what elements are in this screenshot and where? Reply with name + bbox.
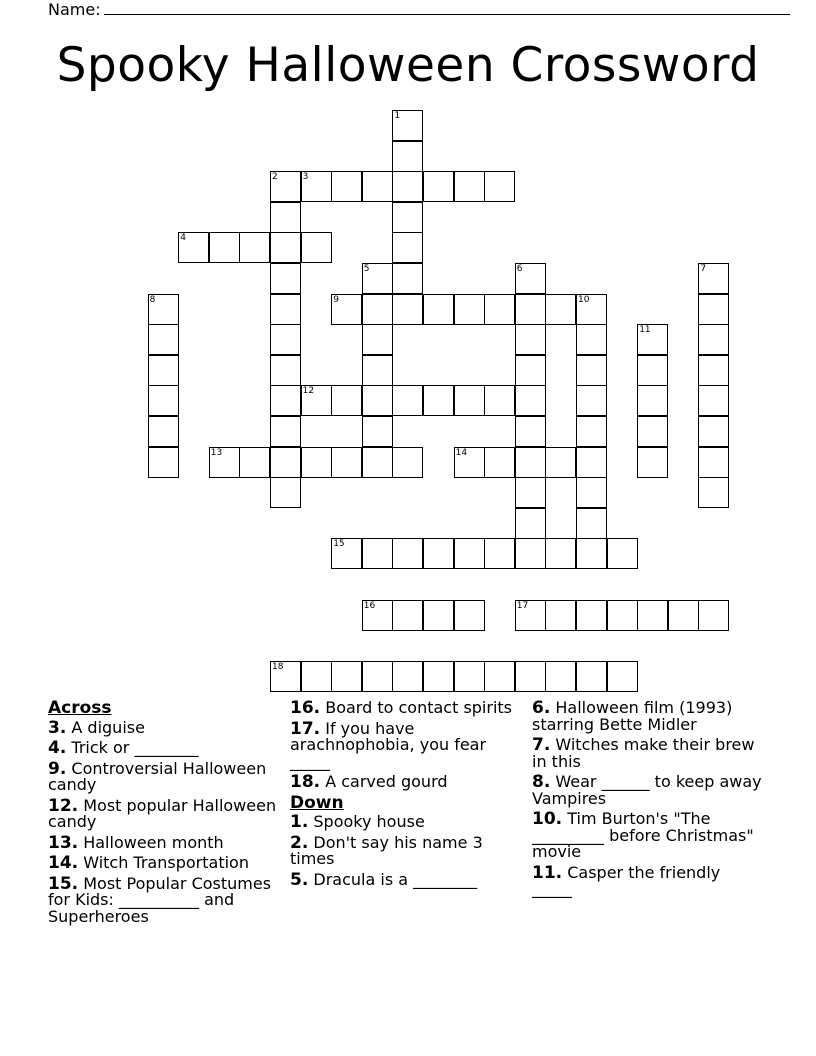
grid-cell[interactable] (392, 110, 423, 141)
grid-cell[interactable] (423, 661, 454, 692)
grid-cell[interactable] (392, 661, 423, 692)
clue-across-17: 17. If you have arachnophobia, you fear _____ (290, 718, 487, 771)
grid-cell[interactable] (362, 447, 393, 478)
grid-cell[interactable] (545, 661, 576, 692)
cell-number: 13 (210, 447, 223, 458)
grid-cell[interactable] (637, 355, 668, 386)
cell-number: 11 (639, 325, 651, 336)
cell-number: 15 (333, 539, 345, 550)
clue-down-6: 6. Halloween film (1993) starring Bette Midler (532, 698, 733, 734)
across-heading: Across (48, 698, 112, 718)
grid-cell[interactable] (576, 324, 607, 355)
grid-cell[interactable] (392, 171, 423, 202)
grid-cell[interactable] (515, 477, 546, 508)
grid-cell[interactable] (362, 538, 393, 569)
clue-down-2: 2. Don't say his name 3 times (290, 832, 483, 868)
grid-cell[interactable] (270, 385, 301, 416)
grid-cell[interactable] (392, 600, 423, 631)
grid-cell[interactable] (698, 447, 729, 478)
clue-across-9: 9. Controversial Halloween candy (48, 758, 267, 794)
grid-cell[interactable] (362, 324, 393, 355)
grid-cell[interactable] (301, 447, 332, 478)
grid-cell[interactable] (331, 294, 362, 325)
grid-cell[interactable] (698, 600, 729, 631)
grid-cell[interactable] (423, 171, 454, 202)
name-label: Name: (48, 0, 101, 19)
clue-across-15: 15. Most Popular Costumes for Kids: __________ and Superheroes (48, 873, 272, 926)
grid-cell[interactable] (209, 447, 240, 478)
cell-number: 1 (394, 111, 401, 121)
grid-cell[interactable] (239, 232, 270, 263)
grid-cell[interactable] (148, 355, 179, 386)
grid-cell[interactable] (698, 263, 729, 294)
grid-cell[interactable] (637, 385, 668, 416)
grid-cell[interactable] (454, 600, 485, 631)
clue-across-3: 3. A diguise (48, 717, 145, 738)
grid-cell[interactable] (270, 477, 301, 508)
grid-cell[interactable] (301, 661, 332, 692)
grid-cell[interactable] (392, 232, 423, 263)
grid-cell[interactable] (270, 416, 301, 447)
grid-cell[interactable] (454, 171, 485, 202)
grid-cell[interactable] (362, 355, 393, 386)
grid-cell[interactable] (545, 447, 576, 478)
grid-cell[interactable] (576, 600, 607, 631)
grid-cell[interactable] (392, 202, 423, 233)
grid-cell[interactable] (148, 447, 179, 478)
grid-cell[interactable] (392, 141, 423, 172)
grid-cell[interactable] (148, 416, 179, 447)
grid-cell[interactable] (484, 447, 515, 478)
clue-down-11: 11. Casper the friendly _____ (532, 862, 721, 898)
grid-cell[interactable] (607, 600, 638, 631)
clue-down-1: 1. Spooky house (290, 812, 425, 832)
grid-cell[interactable] (362, 416, 393, 447)
grid-cell[interactable] (607, 538, 638, 569)
across-clues-column-1 (48, 700, 278, 929)
grid-cell[interactable] (392, 294, 423, 325)
cell-number: 18 (272, 661, 284, 672)
grid-cell[interactable] (301, 232, 332, 263)
grid-cell[interactable] (148, 385, 179, 416)
cell-number: 12 (302, 386, 315, 397)
grid-cell[interactable] (270, 355, 301, 386)
grid-cell[interactable] (484, 661, 515, 692)
grid-cell[interactable] (454, 294, 485, 325)
grid-cell[interactable] (668, 600, 699, 631)
grid-cell[interactable] (362, 385, 393, 416)
cell-number: 6 (516, 264, 523, 274)
grid-cell[interactable] (423, 385, 454, 416)
cell-number: 14 (455, 447, 468, 458)
cell-number: 5 (363, 264, 370, 274)
grid-cell[interactable] (178, 232, 209, 263)
grid-cell[interactable] (362, 171, 393, 202)
grid-cell[interactable] (515, 447, 546, 478)
grid-cell[interactable] (698, 294, 729, 325)
clue-down-7: 7. Witches make their brew in this (532, 735, 755, 771)
grid-cell[interactable] (454, 385, 485, 416)
grid-cell[interactable] (270, 324, 301, 355)
clue-across-16: 16. Board to contact spirits (290, 698, 513, 718)
grid-cell[interactable] (331, 447, 362, 478)
grid-cell[interactable] (637, 600, 668, 631)
grid-cell[interactable] (698, 324, 729, 355)
grid-cell[interactable] (454, 661, 485, 692)
grid-cell[interactable] (545, 600, 576, 631)
grid-cell[interactable] (270, 263, 301, 294)
grid-cell[interactable] (515, 416, 546, 447)
grid-cell[interactable] (148, 324, 179, 355)
grid-cell[interactable] (545, 294, 576, 325)
grid-cell[interactable] (484, 385, 515, 416)
cell-number: 9 (333, 294, 339, 305)
grid-cell[interactable] (301, 171, 332, 202)
clue-across-13: 13. Halloween month (48, 832, 224, 853)
grid-cell[interactable] (392, 385, 423, 416)
clue-down-5: 5. Dracula is a ________ (290, 869, 478, 890)
clue-across-12: 12. Most popular Halloween candy (48, 795, 277, 831)
grid-cell[interactable] (209, 232, 240, 263)
grid-cell[interactable] (484, 538, 515, 569)
grid-cell[interactable] (576, 661, 607, 692)
cell-number: 8 (149, 294, 156, 305)
grid-cell[interactable] (576, 477, 607, 508)
cell-number: 10 (578, 294, 590, 305)
grid-cell[interactable] (576, 447, 607, 478)
grid-cell[interactable] (454, 447, 485, 478)
grid-cell[interactable] (515, 600, 546, 631)
grid-cell[interactable] (362, 294, 393, 325)
grid-cell[interactable] (423, 294, 454, 325)
grid-cell[interactable] (576, 538, 607, 569)
grid-cell[interactable] (637, 416, 668, 447)
grid-cell[interactable] (331, 661, 362, 692)
grid-cell[interactable] (515, 661, 546, 692)
grid-cell[interactable] (270, 294, 301, 325)
grid-cell[interactable] (515, 508, 546, 539)
grid-cell[interactable] (545, 538, 576, 569)
grid-cell[interactable] (423, 538, 454, 569)
clue-across-4: 4. Trick or ________ (48, 738, 199, 758)
grid-cell[interactable] (239, 447, 270, 478)
grid-cell[interactable] (484, 294, 515, 325)
grid-cell[interactable] (270, 171, 301, 202)
clues-column-2 (290, 700, 520, 892)
grid-cell[interactable] (270, 202, 301, 233)
grid-cell[interactable] (515, 385, 546, 416)
grid-cell[interactable] (576, 355, 607, 386)
grid-cell[interactable] (576, 416, 607, 447)
grid-cell[interactable] (454, 538, 485, 569)
grid-cell[interactable] (576, 385, 607, 416)
grid-cell[interactable] (423, 600, 454, 631)
grid-cell[interactable] (270, 232, 301, 263)
clue-across-14: 14. Witch Transportation (48, 853, 249, 873)
cell-number: 3 (302, 172, 309, 183)
down-clues-column-3 (532, 700, 762, 902)
cell-number: 16 (363, 600, 376, 611)
grid-cell[interactable] (362, 263, 393, 294)
grid-cell[interactable] (484, 171, 515, 202)
grid-cell[interactable] (392, 447, 423, 478)
grid-cell[interactable] (515, 538, 546, 569)
clue-down-8: 8. Wear ______ to keep away Vampires (532, 772, 762, 808)
grid-cell[interactable] (698, 416, 729, 447)
cell-number: 17 (516, 600, 529, 611)
grid-cell[interactable] (270, 661, 301, 692)
grid-cell[interactable] (515, 324, 546, 355)
clue-down-10: 10. Tim Burton's "The _________ before Christmas" movie (532, 809, 754, 861)
grid-cell[interactable] (698, 477, 729, 508)
grid-cell[interactable] (148, 294, 179, 325)
grid-cell[interactable] (392, 538, 423, 569)
clue-across-18: 18. A carved gourd (290, 772, 448, 792)
grid-cell[interactable] (515, 355, 546, 386)
down-heading: Down (290, 792, 344, 813)
grid-cell[interactable] (301, 385, 332, 416)
grid-cell[interactable] (637, 324, 668, 355)
grid-cell[interactable] (637, 447, 668, 478)
grid-cell[interactable] (698, 355, 729, 386)
page-title: Spooky Halloween Crossword (56, 38, 760, 93)
cell-number: 7 (700, 264, 707, 274)
grid-cell[interactable] (576, 294, 607, 325)
grid-cell[interactable] (607, 661, 638, 692)
grid-cell[interactable] (331, 538, 362, 569)
grid-cell[interactable] (331, 385, 362, 416)
cell-number: 4 (180, 233, 186, 244)
grid-cell[interactable] (362, 600, 393, 631)
grid-cell[interactable] (515, 263, 546, 294)
grid-cell[interactable] (362, 661, 393, 692)
grid-cell[interactable] (392, 263, 423, 294)
grid-cell[interactable] (270, 447, 301, 478)
grid-cell[interactable] (515, 294, 546, 325)
grid-cell[interactable] (331, 171, 362, 202)
cell-number: 2 (272, 172, 278, 183)
grid-cell[interactable] (576, 508, 607, 539)
grid-cell[interactable] (698, 385, 729, 416)
